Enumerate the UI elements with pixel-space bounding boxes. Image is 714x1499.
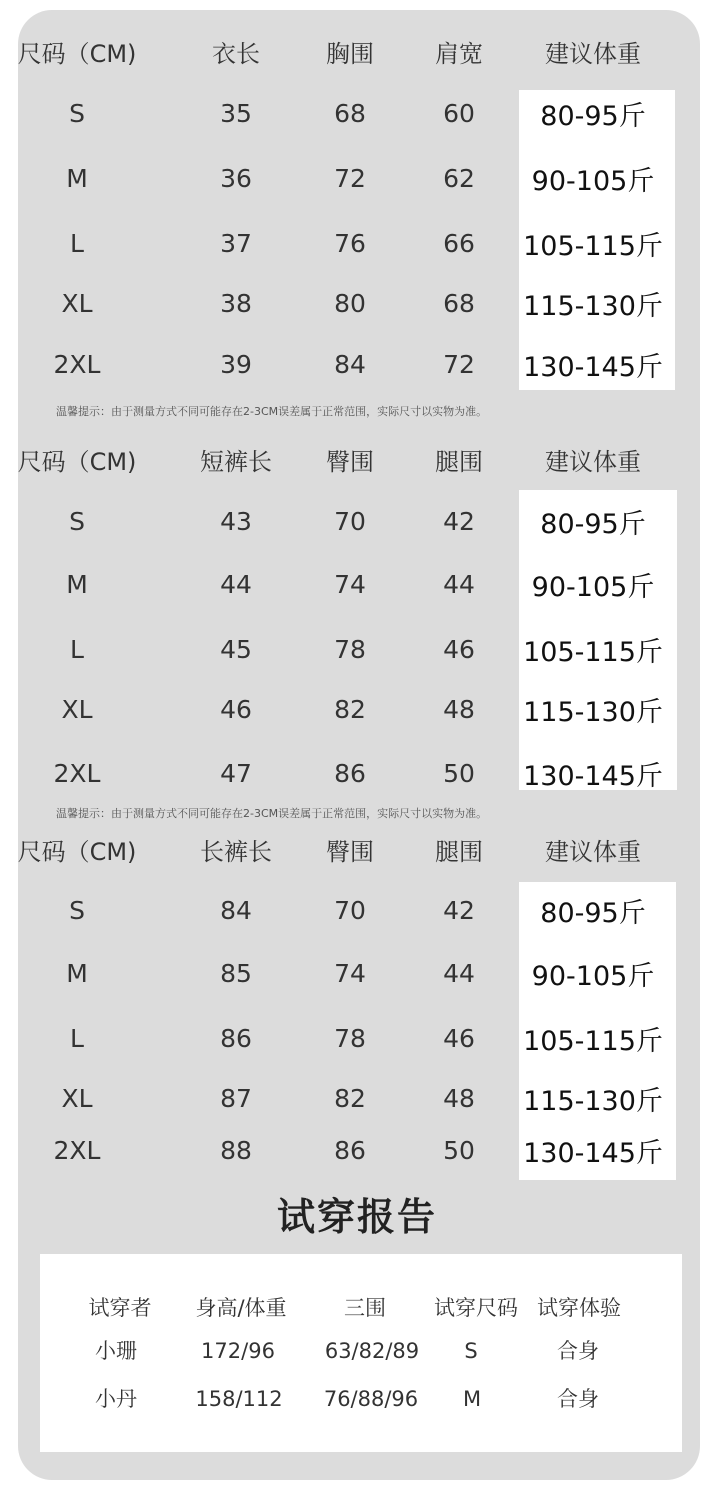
suggested-weight: 80-95斤 (540, 509, 646, 540)
column-header: 建议体重 (545, 40, 641, 68)
report-cell: 76/88/96 (323, 1387, 419, 1411)
report-cell: 158/112 (195, 1387, 283, 1411)
measurement-value: 46 (220, 695, 252, 724)
suggested-weight: 130-145斤 (523, 1138, 663, 1169)
measurement-value: 84 (334, 350, 366, 379)
measurement-note: 温馨提示：由于测量方式不同可能存在2-3CM误差属于正常范围，实际尺寸以实物为准。 (56, 807, 488, 820)
report-cell: 63/82/89 (324, 1339, 420, 1363)
measurement-value: 48 (443, 1084, 475, 1113)
measurement-value: 62 (443, 164, 475, 193)
report-header: 试穿尺码 (434, 1296, 518, 1320)
suggested-weight: 105-115斤 (523, 231, 663, 262)
column-header: 建议体重 (545, 838, 641, 866)
measurement-value: 70 (334, 896, 366, 925)
report-cell: 小丹 (95, 1387, 137, 1411)
report-header: 三围 (344, 1296, 386, 1320)
suggested-weight: 130-145斤 (523, 352, 663, 383)
size-label: XL (61, 1084, 93, 1113)
column-header: 腿围 (435, 448, 483, 476)
column-header: 臀围 (326, 448, 374, 476)
size-label: M (66, 570, 88, 599)
suggested-weight: 90-105斤 (531, 572, 655, 603)
measurement-value: 43 (220, 507, 252, 536)
size-label: S (69, 507, 85, 536)
report-title: 试穿报告 (276, 1195, 438, 1239)
size-label: XL (61, 695, 93, 724)
measurement-value: 78 (334, 635, 366, 664)
measurement-value: 44 (443, 959, 475, 988)
size-label: 2XL (53, 350, 101, 379)
suggested-weight: 115-130斤 (523, 291, 663, 322)
measurement-value: 86 (220, 1024, 252, 1053)
measurement-value: 86 (334, 1136, 366, 1165)
column-header: 臀围 (326, 838, 374, 866)
column-header: 尺码（CM) (17, 448, 137, 476)
measurement-value: 48 (443, 695, 475, 724)
measurement-value: 50 (443, 759, 475, 788)
column-header: 建议体重 (545, 448, 641, 476)
measurement-value: 66 (443, 229, 475, 258)
measurement-value: 80 (334, 289, 366, 318)
measurement-value: 36 (220, 164, 252, 193)
column-header: 衣长 (212, 40, 260, 68)
column-header: 肩宽 (435, 40, 483, 68)
report-header: 身高/体重 (195, 1296, 287, 1320)
suggested-weight: 105-115斤 (523, 1026, 663, 1057)
column-header: 短裤长 (200, 448, 272, 476)
column-header: 腿围 (435, 838, 483, 866)
measurement-value: 38 (220, 289, 252, 318)
measurement-value: 42 (443, 896, 475, 925)
report-cell: 172/96 (201, 1339, 275, 1363)
column-header: 胸围 (326, 40, 374, 68)
measurement-value: 42 (443, 507, 475, 536)
measurement-value: 60 (443, 99, 475, 128)
measurement-value: 47 (220, 759, 252, 788)
measurement-value: 82 (334, 695, 366, 724)
measurement-value: 39 (220, 350, 252, 379)
measurement-value: 72 (334, 164, 366, 193)
measurement-value: 72 (443, 350, 475, 379)
measurement-value: 37 (220, 229, 252, 258)
size-label: L (70, 229, 84, 258)
measurement-value: 70 (334, 507, 366, 536)
measurement-value: 78 (334, 1024, 366, 1053)
report-cell: S (464, 1339, 478, 1363)
measurement-value: 82 (334, 1084, 366, 1113)
suggested-weight: 115-130斤 (523, 697, 663, 728)
measurement-value: 46 (443, 1024, 475, 1053)
size-label: XL (61, 289, 93, 318)
report-header: 试穿体验 (537, 1296, 621, 1320)
size-label: L (70, 635, 84, 664)
size-label: M (66, 164, 88, 193)
measurement-value: 45 (220, 635, 252, 664)
size-label: S (69, 99, 85, 128)
fitting-report-table (40, 1254, 682, 1452)
size-label: S (69, 896, 85, 925)
suggested-weight: 130-145斤 (523, 761, 663, 792)
suggested-weight: 105-115斤 (523, 637, 663, 668)
column-header: 长裤长 (200, 838, 272, 866)
report-cell: M (462, 1387, 482, 1411)
measurement-value: 74 (334, 959, 366, 988)
measurement-value: 88 (220, 1136, 252, 1165)
suggested-weight: 80-95斤 (540, 898, 646, 929)
measurement-value: 86 (334, 759, 366, 788)
measurement-value: 44 (443, 570, 475, 599)
measurement-value: 68 (334, 99, 366, 128)
report-cell: 合身 (557, 1387, 599, 1411)
measurement-value: 68 (443, 289, 475, 318)
suggested-weight: 115-130斤 (523, 1086, 663, 1117)
measurement-value: 76 (334, 229, 366, 258)
column-header: 尺码（CM) (17, 838, 137, 866)
size-label: 2XL (53, 759, 101, 788)
suggested-weight: 80-95斤 (540, 101, 646, 132)
size-label: M (66, 959, 88, 988)
measurement-value: 84 (220, 896, 252, 925)
column-header: 尺码（CM) (17, 40, 137, 68)
measurement-value: 74 (334, 570, 366, 599)
suggested-weight: 90-105斤 (531, 166, 655, 197)
report-header: 试穿者 (88, 1296, 152, 1320)
report-cell: 小珊 (95, 1339, 137, 1363)
measurement-value: 46 (443, 635, 475, 664)
measurement-value: 85 (220, 959, 252, 988)
measurement-value: 50 (443, 1136, 475, 1165)
size-label: 2XL (53, 1136, 101, 1165)
size-label: L (70, 1024, 84, 1053)
measurement-value: 44 (220, 570, 252, 599)
measurement-note: 温馨提示：由于测量方式不同可能存在2-3CM误差属于正常范围，实际尺寸以实物为准。 (56, 405, 488, 418)
measurement-value: 35 (220, 99, 252, 128)
measurement-value: 87 (220, 1084, 252, 1113)
report-cell: 合身 (557, 1339, 599, 1363)
suggested-weight: 90-105斤 (531, 961, 655, 992)
